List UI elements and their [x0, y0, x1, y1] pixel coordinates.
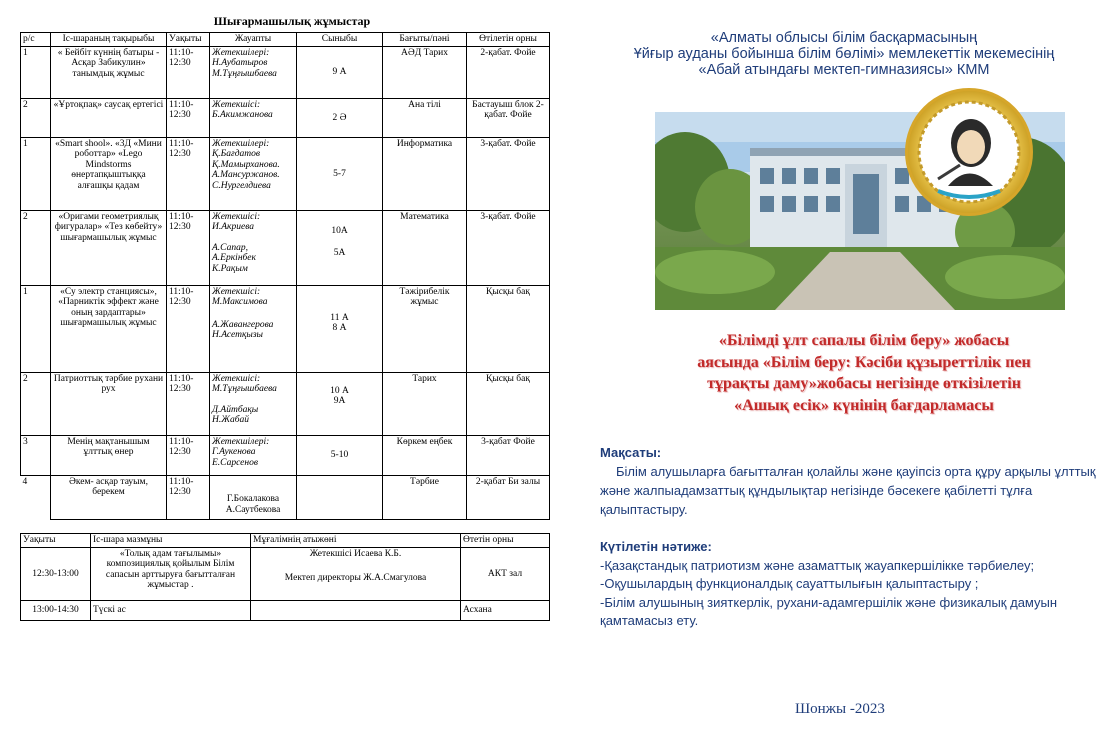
cell-no: 2	[21, 211, 51, 286]
cell-place: АКТ зал	[461, 548, 550, 601]
header-grade: Сыныбы	[297, 33, 383, 47]
header-place: Өтілетін орны	[467, 33, 550, 47]
cell-title: «Оригами геометриялық фигуралар» «Тез көбейту» шығармашылық жұмыс	[51, 211, 167, 286]
cell-subject: Ана тілі	[383, 99, 467, 138]
cell-place: Қысқы бақ	[467, 286, 550, 373]
table-row	[21, 601, 550, 621]
schedule-title: Шығармашылық жұмыстар	[213, 14, 371, 28]
result-item: -Оқушылардың функционалдық сауаттылығын қалыптастыру ;	[600, 576, 979, 591]
teacher-lead: Жетекшісі Исаева К.Б.	[309, 549, 402, 559]
project-line: «Ашық есік» күнінің бағдарламасы	[734, 396, 994, 414]
cell-responsible: Г.Бокалакова А.Саутбекова	[210, 476, 297, 520]
cell-time: 11:10-12:30	[167, 373, 210, 436]
header-time: Уақыты	[21, 534, 91, 548]
grade-b: 9А	[333, 396, 346, 407]
cell-place: Қысқы бақ	[467, 373, 550, 436]
cell-time: 11:10-12:30	[167, 476, 210, 520]
cell-title: Патриоттық тәрбие рухани рух	[51, 373, 167, 436]
cell-subject: Математика	[383, 211, 467, 286]
cell-subject: Көркем еңбек	[383, 436, 467, 476]
table-row	[21, 47, 550, 99]
cell-no: 2	[21, 99, 51, 138]
cell-grade: 5-10	[297, 436, 383, 476]
table-row	[21, 211, 550, 286]
table-row	[21, 548, 550, 601]
cell-time: 13:00-14:30	[21, 601, 91, 621]
result-item: -Қазақстандық патриотизм және азаматтық жауапкершілікке тәрбиелеу;	[600, 557, 1035, 573]
cell-no: 2	[21, 373, 51, 436]
cell-place: 2-қабат Би залы	[467, 476, 550, 520]
responsible-members: А.Сапар, А.Еркінбек К.Рақым	[212, 242, 256, 274]
cell-title: «Ұртоқпақ» саусақ ертегісі	[51, 99, 167, 138]
table-row	[21, 286, 550, 373]
header-no: р/с	[21, 33, 51, 47]
grade-a: 11 А	[330, 313, 349, 323]
results-heading: Күтілетін нәтиже:	[600, 539, 712, 554]
cell-no: 3	[21, 436, 51, 476]
cell-place: Бастауыш блок 2-қабат. Фойе	[467, 99, 550, 138]
result-item: -Білім алушының зияткерлік, рухани-адамгершілік және физикалық дамуын қамтамасыз ету.	[600, 594, 1058, 628]
cell-grade	[297, 211, 383, 286]
cell-time: 11:10-12:30	[167, 211, 210, 286]
cell-no: 4	[22, 477, 28, 487]
header-place: Өтетін орны	[461, 534, 550, 548]
cell-time: 11:10-12:30	[167, 99, 210, 138]
cell-grade	[297, 476, 383, 520]
cell-place: 2-қабат. Фойе	[467, 47, 550, 99]
cell-subject: АӘД Тарих	[383, 47, 467, 99]
grade-b: 5А	[333, 248, 346, 259]
cell-content: Түскі ас	[91, 601, 251, 621]
abai-portrait-icon	[908, 91, 1030, 213]
cell-subject: Тәрбие	[383, 476, 467, 520]
cell-title: « Бейбіт күннің батыры - Асқар Забикулин» танымдық жұмыс	[51, 47, 167, 99]
table-header-row	[21, 33, 550, 47]
place-year: Шонжы -2023	[795, 701, 885, 717]
header-teacher: Мұғалімнің атыжөні	[251, 534, 461, 548]
organization-header	[580, 30, 1108, 78]
responsible-members: Д.Айтбақы Н.Жабай	[212, 404, 259, 426]
table-row	[21, 436, 550, 476]
cell-place: 3-қабат. Фойе	[467, 138, 550, 211]
header-responsible: Жауапты	[210, 33, 297, 47]
abai-portrait-emblem	[905, 88, 1033, 216]
cell-responsible	[210, 373, 297, 436]
grade-a: 10А	[331, 226, 348, 236]
cell-subject: Информатика	[383, 138, 467, 211]
header-line: «Абай атындағы мектеп-гимназиясы» КММ	[698, 62, 990, 78]
cell-title: «Су электр станциясы», «Парниктік эффект және оның зардаптары» шығармашылық жұмыс	[51, 286, 167, 373]
cell-grade	[297, 373, 383, 436]
cell-teacher	[251, 548, 461, 601]
responsible-lead: Жетекшісі: И.Акриева	[212, 212, 261, 233]
cell-grade: 5-7	[297, 138, 383, 211]
header-time: Уақыты	[167, 33, 210, 47]
lunch-schedule-table	[20, 533, 550, 621]
cell-subject: Тарих	[383, 373, 467, 436]
cell-place: 3-қабат Фойе	[467, 436, 550, 476]
cell-title: Менің мақтанышым ұлттық өнер	[51, 436, 167, 476]
cell-title: «Smart shool». «3Д «Мини роботтар» «Lego Mindstorms өнертапқыштыққа алғашқы қадам	[51, 138, 167, 211]
table-header-row	[21, 534, 550, 548]
cell-time: 12:30-13:00	[21, 548, 91, 601]
cell-time: 11:10-12:30	[167, 138, 210, 211]
goal-heading: Мақсаты:	[600, 445, 662, 460]
grade-a: 10 А	[330, 386, 349, 396]
responsible-lead: Жетекшісі: М.Тұңғышбаева	[212, 374, 277, 395]
table-row	[21, 138, 550, 211]
project-line: «Білімді ұлт сапалы білім беру» жобасы	[718, 332, 1010, 349]
cell-responsible	[210, 286, 297, 373]
cell-no: 1	[21, 138, 51, 211]
header-title: Іс-шараның тақырыбы	[51, 33, 167, 47]
cell-place: 3-қабат. Фойе	[467, 211, 550, 286]
project-line: тұрақты даму»жобасы негізінде өткізілетін	[707, 375, 1021, 392]
cell-responsible	[210, 211, 297, 286]
table-row	[21, 99, 550, 138]
cell-responsible: Жетекшілері: Қ.Бағдатов Қ.Мамырханова. А.Мансуржанов. С.Нургелдиева	[210, 138, 297, 211]
header-content: Іс-шара мазмұны	[91, 534, 251, 548]
cell-time: 11:10-12:30	[167, 286, 210, 373]
expected-results-section	[600, 538, 1100, 631]
cell-subject: Тәжірибелік жұмыс	[383, 286, 467, 373]
creative-works-table	[20, 32, 550, 520]
table-row	[21, 476, 550, 520]
table-row	[21, 373, 550, 436]
teacher-director: Мектеп директоры Ж.А.Смагулова	[284, 573, 427, 584]
cell-teacher	[251, 601, 461, 621]
cell-responsible: Жетекшілері: Н.Аубатыров М.Тұңғышбаева	[210, 47, 297, 99]
cell-time: 11:10-12:30	[167, 436, 210, 476]
cell-content: «Толық адам тағылымы» композициялық қойылым Білім сапасын арттыруға бағытталған жұмыстар .	[91, 548, 251, 601]
header-line: Ұйғыр ауданы бойынша білім бөлімі» мемлекеттік мекемесінің	[633, 46, 1055, 62]
header-line: «Алматы облысы білім басқармасының	[710, 30, 978, 46]
cell-responsible: Жетекшілері: Г.Аукенова Е.Сарсенов	[210, 436, 297, 476]
cell-grade: 2 Ә	[297, 99, 383, 138]
cell-grade: 9 А	[297, 47, 383, 99]
project-line: аясында «Білім беру: Кәсіби құзыреттілік пен	[697, 353, 1031, 371]
cell-time: 11:10-12:30	[167, 47, 210, 99]
cell-grade	[297, 286, 383, 373]
responsible-members: А.Жавангерова Н.Асетқызы	[212, 319, 274, 341]
cell-responsible: Жетекшісі: Б.Акимжанова	[210, 99, 297, 138]
responsible-lead: Жетекшісі: М.Максимова	[212, 287, 268, 308]
goal-section	[600, 443, 1100, 519]
cell-title: Әкем- асқар тауым, берекем	[51, 476, 167, 520]
goal-text: Білім алушыларға бағытталған қолайлы және қауіпсіз орта құру арқылы ұлттық және жалпыадамзаттық құндылықтар негізінде бәсекеге қабілетті тұлға қалыптастыру.	[600, 464, 1096, 517]
grade-b: 8 А	[332, 323, 347, 334]
cell-no: 1	[21, 286, 51, 373]
project-title	[620, 330, 1108, 416]
header-subject: Бағыты/пәні	[383, 33, 467, 47]
schedule-panel	[20, 10, 550, 621]
cell-no: 1	[21, 47, 51, 99]
cell-place: Асхана	[461, 601, 550, 621]
